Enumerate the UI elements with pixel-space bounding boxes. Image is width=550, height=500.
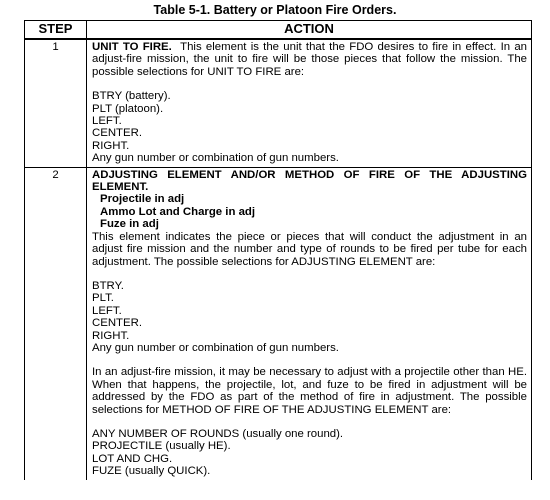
sub-item: Fuze in adj [100, 218, 159, 231]
option-item: LEFT. [92, 304, 122, 317]
option-item: Any gun number or combination of gun numbers. [92, 341, 339, 354]
option-item: CENTER. [92, 317, 142, 330]
action-heading: ADJUSTING ELEMENT AND/OR METHOD OF FIRE OF THE ADJUSTING ELEMENT. [92, 168, 527, 194]
sub-item: Projectile in adj [100, 193, 185, 206]
action-intro: This element indicates the piece or pieces that will conduct the adjustment in an adjust fire mission and the number and type of rounds to be fired per tube for each adjustment. The possible selections for ADJUSTING ELEMENT are: [92, 230, 527, 268]
table-caption: Table 5-1. Battery or Platoon Fire Orders. [153, 3, 397, 17]
option-item: BTRY (battery). [92, 90, 171, 103]
spacer [92, 268, 527, 280]
action-cell [87, 167, 532, 479]
option-item: BTRY. [92, 279, 124, 292]
action-heading: UNIT TO FIRE. [92, 41, 172, 53]
action-column-header: ACTION [87, 21, 532, 40]
spacer [92, 416, 527, 428]
sub-item: Ammo Lot and Charge in adj [100, 205, 256, 218]
option-item: RIGHT. [92, 329, 130, 342]
table-row-step-1 [25, 39, 532, 167]
action-cell [87, 39, 532, 167]
action-intro: This element is the unit that the FDO desires to fire in effect. In an adjust-fire mission, the unit to fire will be those pieces that follow the mission. The possible selections for UNIT TO FIRE are: [92, 41, 527, 78]
step-column-header: STEP [25, 21, 87, 40]
table-header-row [25, 21, 532, 40]
option-item: Any gun number or combination of gun numbers. [92, 152, 339, 165]
option-item: CENTER. [92, 127, 142, 140]
step-number: 2 [25, 167, 87, 479]
option-item: LOT AND CHG. [92, 452, 173, 465]
option-item: ANY NUMBER OF ROUNDS (usually one round). [92, 427, 344, 440]
option-item: PLT (platoon). [92, 102, 164, 115]
option-item: PLT. [92, 292, 114, 305]
table-row-step-2 [25, 167, 532, 479]
option-item: LEFT. [92, 115, 122, 128]
option-item: FUZE (usually QUICK). [92, 465, 211, 478]
option-item: RIGHT. [92, 139, 130, 152]
action-paragraph: In an adjust-fire mission, it may be necessary to adjust with a projectile other than HE. When that happens, the projectile, lot, and fuze to be fired in adjustment will be addressed by the FDO as part of the method of fire in adjustment. The possible selections for METHOD OF FIRE OF THE ADJUSTING ELEMENT are: [92, 366, 527, 416]
spacer [92, 78, 527, 90]
spacer [92, 354, 527, 366]
step-number: 1 [25, 39, 87, 167]
option-item: PROJECTILE (usually HE). [92, 440, 231, 453]
fire-orders-table [24, 20, 532, 480]
